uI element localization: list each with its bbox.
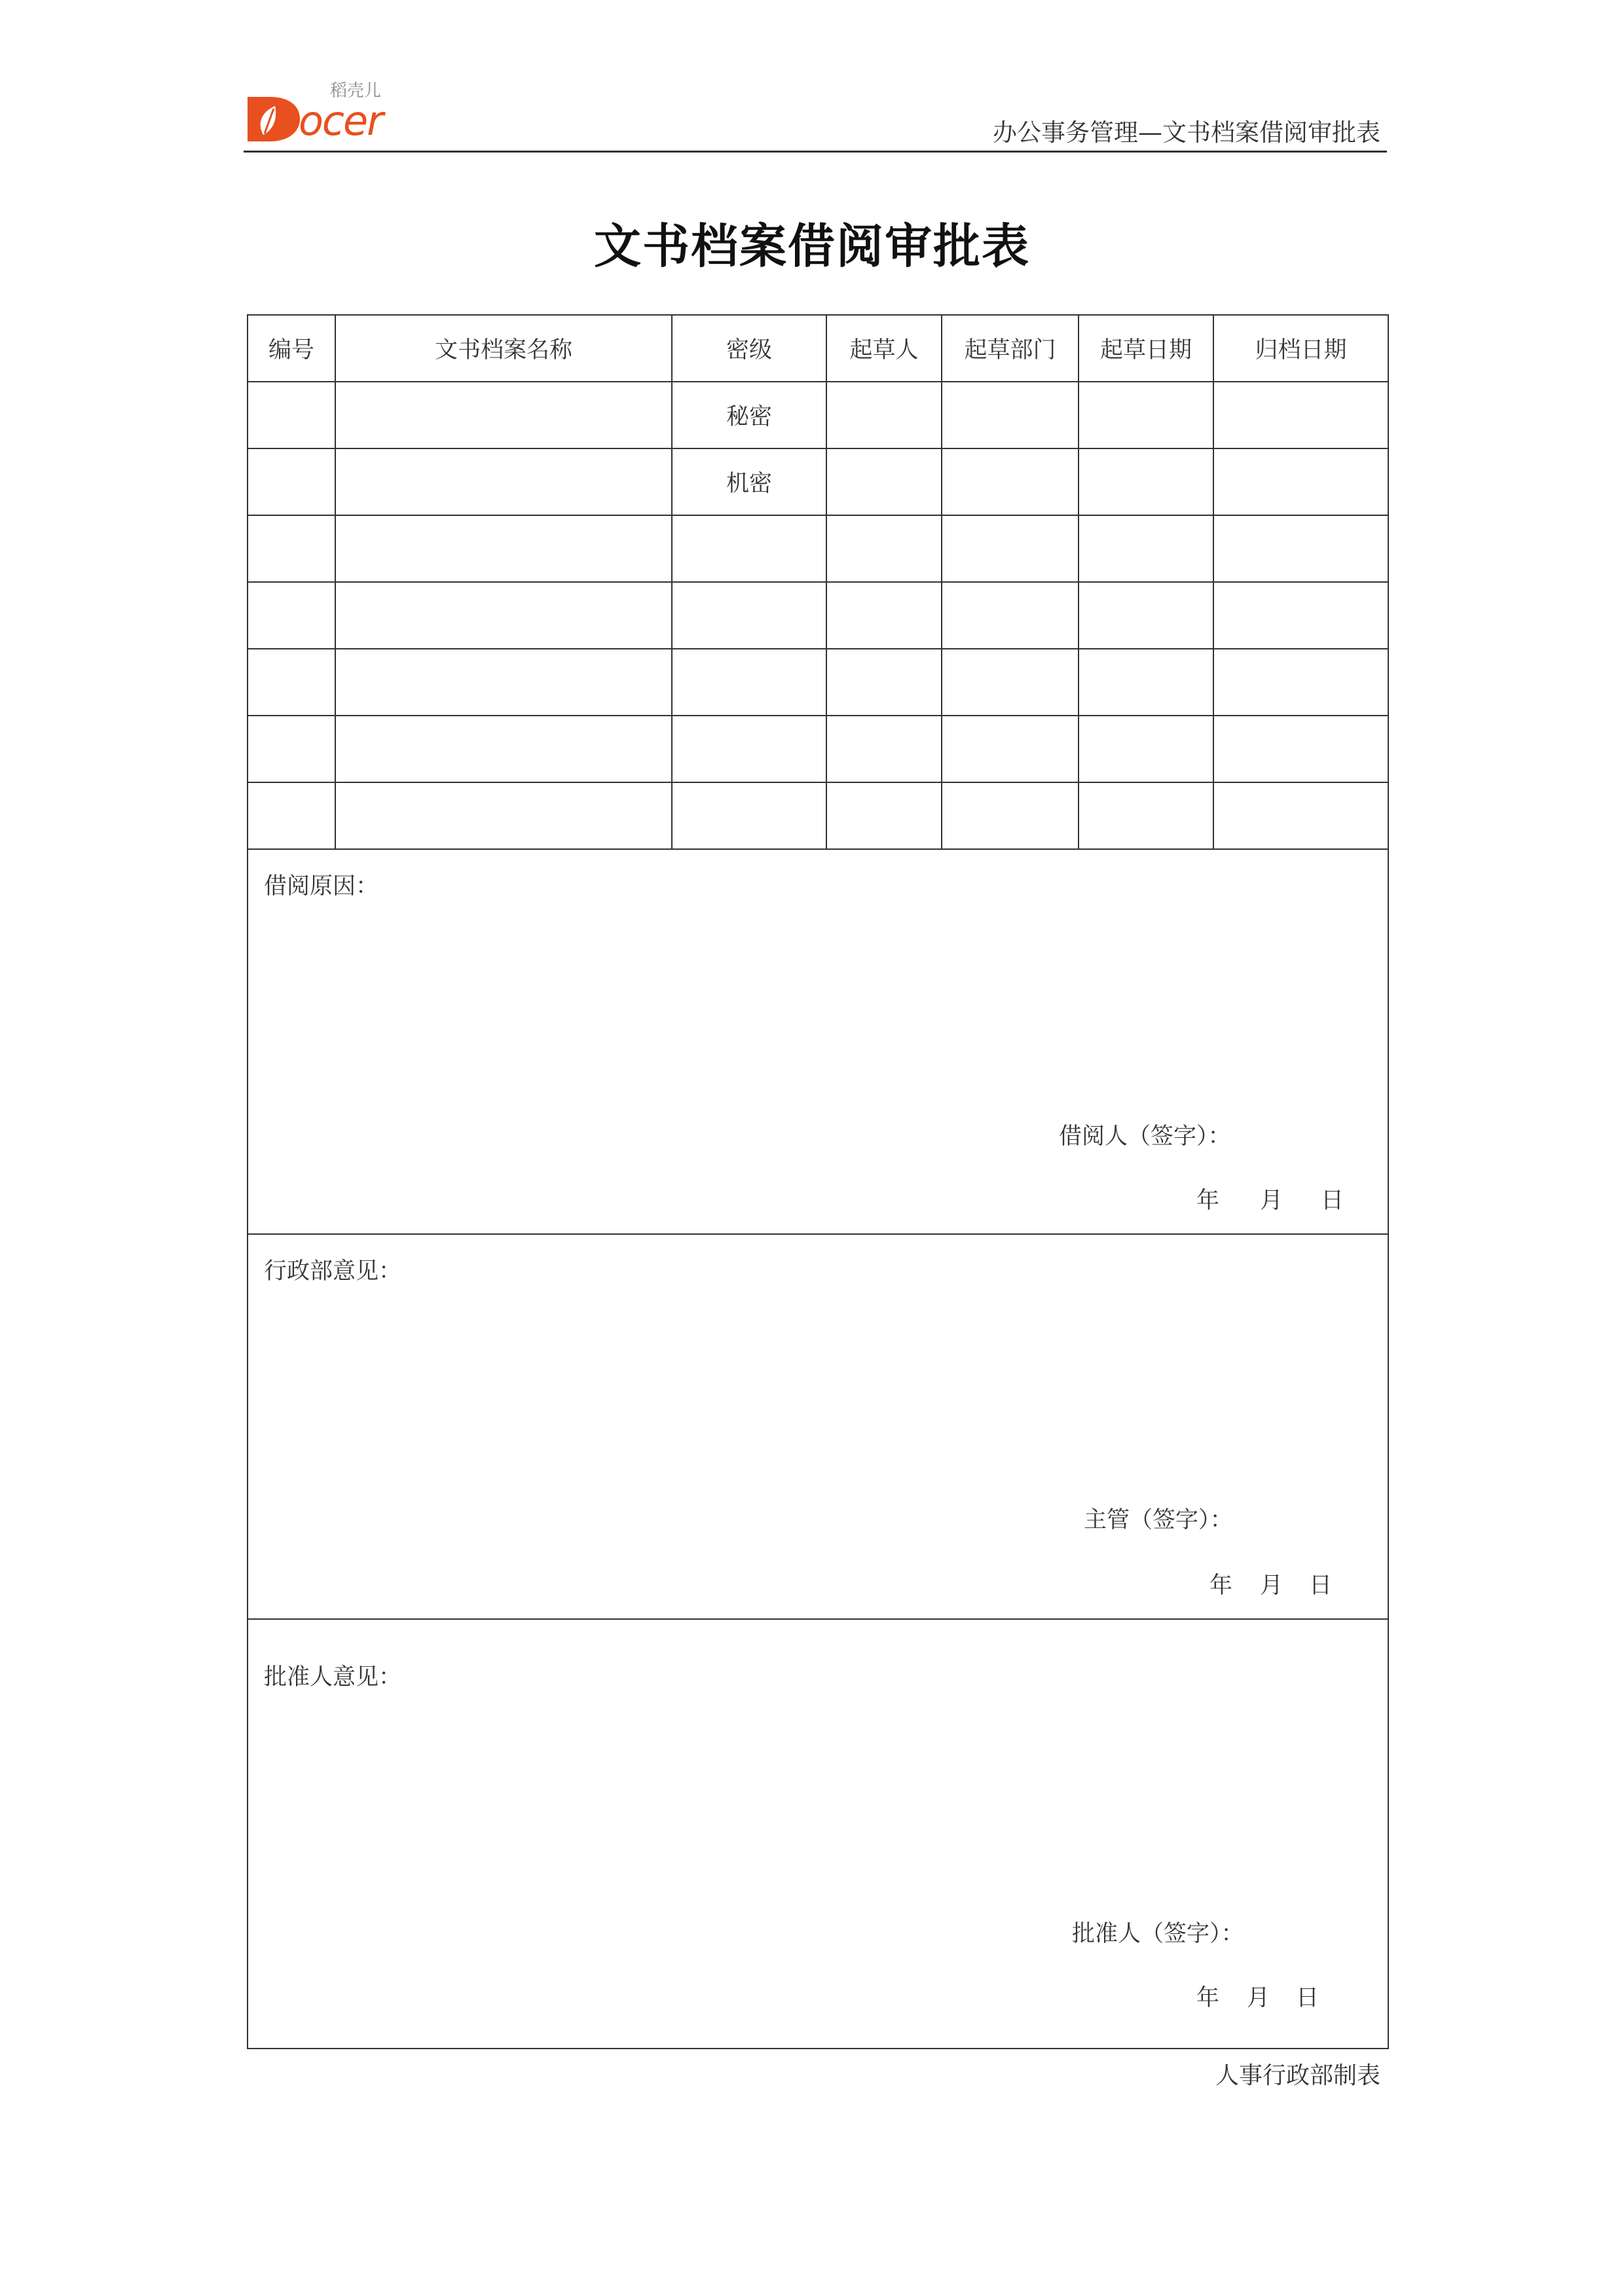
cell-classification[interactable] bbox=[672, 582, 826, 649]
col-header-drafter: 起草人 bbox=[826, 315, 942, 382]
cell-number[interactable] bbox=[248, 448, 335, 515]
cell-draft-date[interactable] bbox=[1079, 716, 1213, 782]
cell-drafter[interactable] bbox=[826, 782, 942, 849]
col-header-drafting-dept: 起草部门 bbox=[942, 315, 1079, 382]
date-month-label: 月 bbox=[1247, 1985, 1270, 2011]
admin-opinion-field[interactable] bbox=[248, 1234, 1388, 1619]
date-month-label: 月 bbox=[1260, 1573, 1283, 1599]
cell-archive-date[interactable] bbox=[1213, 716, 1388, 782]
approval-form-table bbox=[247, 314, 1389, 2049]
date-day-label: 日 bbox=[1309, 1573, 1333, 1599]
cell-drafting-dept[interactable] bbox=[942, 649, 1079, 716]
cell-classification[interactable] bbox=[672, 716, 826, 782]
borrow-reason-label: 借阅原因： bbox=[264, 873, 379, 900]
cell-archive-date[interactable] bbox=[1213, 649, 1388, 716]
cell-drafter[interactable] bbox=[826, 382, 942, 448]
admin-opinion-section bbox=[248, 1234, 1388, 1619]
cell-number[interactable] bbox=[248, 582, 335, 649]
cell-number[interactable] bbox=[248, 515, 335, 582]
date-year-label: 年 bbox=[1196, 1985, 1220, 2011]
cell-number[interactable] bbox=[248, 716, 335, 782]
cell-drafting-dept[interactable] bbox=[942, 382, 1079, 448]
cell-drafting-dept[interactable] bbox=[942, 716, 1079, 782]
col-header-draft-date: 起草日期 bbox=[1079, 315, 1213, 382]
table-row bbox=[248, 515, 1388, 582]
cell-archive-date[interactable] bbox=[1213, 382, 1388, 448]
cell-document-name[interactable] bbox=[335, 649, 672, 716]
table-row bbox=[248, 649, 1388, 716]
cell-classification[interactable] bbox=[672, 515, 826, 582]
borrower-signature-label: 借阅人（签字）： bbox=[1059, 1123, 1231, 1150]
table-row bbox=[248, 716, 1388, 782]
cell-draft-date[interactable] bbox=[1079, 782, 1213, 849]
header-divider bbox=[244, 151, 1387, 153]
cell-drafter[interactable] bbox=[826, 716, 942, 782]
cell-drafter[interactable] bbox=[826, 448, 942, 515]
approver-opinion-label: 批准人意见： bbox=[264, 1664, 402, 1690]
cell-drafter[interactable] bbox=[826, 515, 942, 582]
approver-signature-label: 批准人（签字）： bbox=[1072, 1921, 1244, 1947]
cell-archive-date[interactable] bbox=[1213, 448, 1388, 515]
cell-number[interactable] bbox=[248, 382, 335, 448]
date-year-label: 年 bbox=[1196, 1188, 1220, 1214]
cell-draft-date[interactable] bbox=[1079, 448, 1213, 515]
logo-wordmark-text: ocer bbox=[299, 97, 382, 145]
cell-draft-date[interactable] bbox=[1079, 649, 1213, 716]
col-header-classification: 密级 bbox=[672, 315, 826, 382]
cell-number[interactable] bbox=[248, 649, 335, 716]
date-day-label: 日 bbox=[1321, 1188, 1344, 1214]
cell-drafting-dept[interactable] bbox=[942, 515, 1079, 582]
approver-opinion-section bbox=[248, 1619, 1388, 2049]
cell-classification[interactable] bbox=[672, 782, 826, 849]
cell-document-name[interactable] bbox=[335, 716, 672, 782]
cell-drafting-dept[interactable] bbox=[942, 782, 1079, 849]
table-row bbox=[248, 782, 1388, 849]
logo-cn-text: 稻壳儿 bbox=[330, 81, 382, 101]
col-header-number: 编号 bbox=[248, 315, 335, 382]
date-day-label: 日 bbox=[1296, 1985, 1320, 2011]
cell-drafter[interactable] bbox=[826, 649, 942, 716]
cell-number[interactable] bbox=[248, 782, 335, 849]
cell-draft-date[interactable] bbox=[1079, 382, 1213, 448]
table-row bbox=[248, 448, 1388, 515]
cell-classification[interactable] bbox=[672, 649, 826, 716]
date-month-label: 月 bbox=[1260, 1188, 1283, 1214]
borrow-reason-field[interactable] bbox=[248, 849, 1388, 1234]
cell-draft-date[interactable] bbox=[1079, 582, 1213, 649]
admin-opinion-label: 行政部意见： bbox=[264, 1258, 402, 1285]
table-row bbox=[248, 582, 1388, 649]
supervisor-signature-label: 主管（签字）： bbox=[1084, 1507, 1233, 1533]
borrow-reason-section bbox=[248, 849, 1388, 1234]
docer-logo bbox=[244, 77, 401, 149]
cell-document-name[interactable] bbox=[335, 515, 672, 582]
col-header-document-name: 文书档案名称 bbox=[335, 315, 672, 382]
cell-drafter[interactable] bbox=[826, 582, 942, 649]
cell-classification[interactable]: 机密 bbox=[672, 448, 826, 515]
cell-drafting-dept[interactable] bbox=[942, 448, 1079, 515]
form-issuer-note: 人事行政部制表 bbox=[1215, 2062, 1380, 2089]
cell-archive-date[interactable] bbox=[1213, 782, 1388, 849]
cell-archive-date[interactable] bbox=[1213, 582, 1388, 649]
cell-document-name[interactable] bbox=[335, 382, 672, 448]
cell-document-name[interactable] bbox=[335, 782, 672, 849]
approver-opinion-field[interactable] bbox=[248, 1619, 1388, 2049]
cell-drafting-dept[interactable] bbox=[942, 582, 1079, 649]
table-header-row bbox=[248, 315, 1388, 382]
approver-date-line bbox=[1196, 1980, 1319, 2013]
header-doc-category: 办公事务管理—文书档案借阅审批表 bbox=[993, 118, 1380, 147]
cell-document-name[interactable] bbox=[335, 582, 672, 649]
col-header-archive-date: 归档日期 bbox=[1213, 315, 1388, 382]
admin-date-line bbox=[1209, 1567, 1332, 1600]
table-row bbox=[248, 382, 1388, 448]
cell-classification[interactable]: 秘密 bbox=[672, 382, 826, 448]
borrow-date-line bbox=[1196, 1182, 1344, 1215]
page-title: 文书档案借阅审批表 bbox=[593, 219, 1030, 274]
cell-document-name[interactable] bbox=[335, 448, 672, 515]
cell-archive-date[interactable] bbox=[1213, 515, 1388, 582]
date-year-label: 年 bbox=[1209, 1573, 1233, 1599]
cell-draft-date[interactable] bbox=[1079, 515, 1213, 582]
